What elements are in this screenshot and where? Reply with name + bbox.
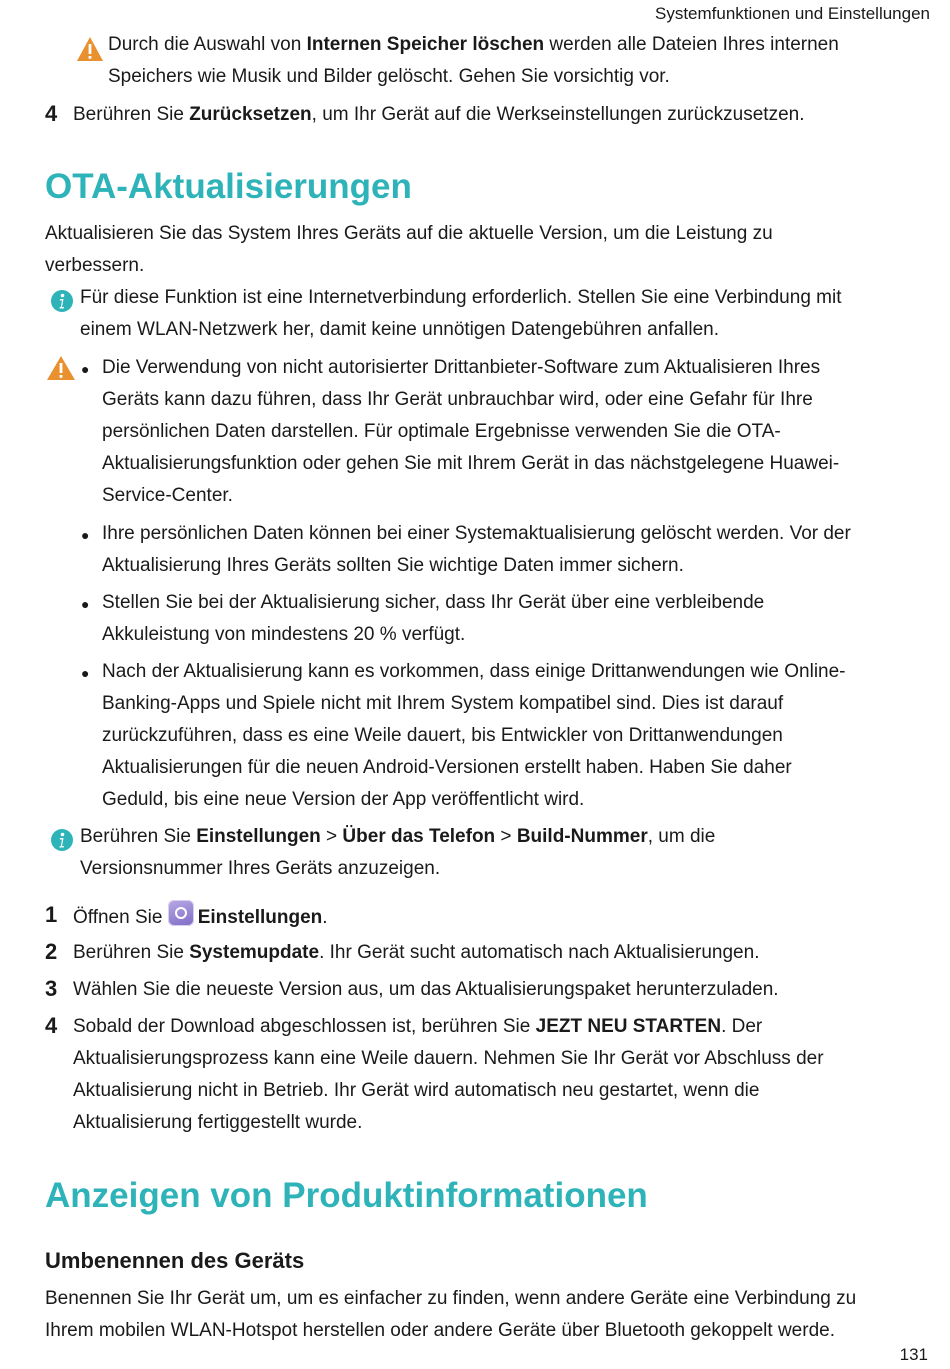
step-number: 4 (45, 101, 58, 126)
step-text (73, 900, 328, 935)
page-number: 131 (899, 1345, 928, 1364)
step-text (73, 1011, 762, 1044)
bullet-line: Stellen Sie bei der Aktualisierung sicher, dass Ihr Gerät über eine verbleibende (102, 592, 765, 613)
body-line: Ihrem mobilen WLAN-Hotspot herstellen oder andere Geräte über Bluetooth gekoppelt werde. (45, 1320, 835, 1341)
info-text-line (80, 821, 715, 854)
sub-heading: Umbenennen des Geräts (45, 1248, 305, 1273)
step-text-line: Aktualisierung nicht in Betrieb. Ihr Gerät wird automatisch neu gestartet, wenn die (73, 1080, 760, 1101)
bullet-line: persönlichen Daten darstellen. Für optimale Ergebnisse verwenden Sie die OTA- (102, 421, 781, 442)
step-bold: Systemupdate (189, 942, 320, 963)
intro-line: Aktualisieren Sie das System Ihres Geräts auf die aktuelle Version, um die Leistung zu (45, 223, 773, 244)
section-heading: Anzeigen von Produktinformationen (45, 1176, 648, 1215)
warning-text: Durch die Auswahl von (108, 34, 307, 55)
step-text: Wählen Sie die neueste Version aus, um das Aktualisierungspaket herunterzuladen. (73, 979, 779, 1000)
info-icon (50, 289, 74, 313)
bullet-line: Service-Center. (102, 485, 233, 506)
step-number: 4 (45, 1013, 58, 1038)
intro-line: verbessern. (45, 255, 145, 276)
warning-text: werden alle Dateien Ihres internen (544, 34, 839, 55)
bullet: ● (81, 361, 90, 377)
menu-separator: > (495, 826, 517, 847)
step-bold: Einstellungen (197, 907, 323, 928)
info-text: Berühren Sie (80, 826, 197, 847)
step-text-part: . Ihr Gerät sucht automatisch nach Aktualisierungen. (319, 942, 760, 963)
section-heading: OTA-Aktualisierungen (45, 167, 412, 206)
step-number: 2 (45, 939, 58, 964)
bullet: ● (81, 596, 90, 612)
body-line: Benennen Sie Ihr Gerät um, um es einfacher zu finden, wenn andere Geräte eine Verbindung zu (45, 1288, 857, 1309)
info-text-line: Für diese Funktion ist eine Internetverbindung erforderlich. Stellen Sie eine Verbindung mit (80, 287, 842, 308)
bullet-line: Akkuleistung von mindestens 20 % verfügt. (102, 624, 466, 645)
bullet-line: Geduld, bis eine neue Version der App veröffentlicht wird. (102, 789, 585, 810)
step-text (73, 99, 805, 132)
info-icon (50, 828, 74, 852)
bullet-line: Die Verwendung von nicht autorisierter Drittanbieter-Software zum Aktualisieren Ihres (102, 357, 821, 378)
warning-icon (76, 36, 104, 62)
step-text-line: Aktualisierung fertiggestellt wurde. (73, 1112, 363, 1133)
settings-app-icon (168, 900, 194, 926)
bullet: ● (81, 665, 90, 681)
step-text-line: Aktualisierungsprozess kann eine Weile dauern. Nehmen Sie Ihr Gerät vor Abschluss der (73, 1048, 824, 1069)
step-number: 3 (45, 976, 58, 1001)
bullet-line: zurückzuführen, dass es eine Weile dauert, bis Entwickler von Drittanwendungen (102, 725, 783, 746)
step-text-part: Öffnen Sie (73, 907, 168, 928)
step-text (73, 937, 759, 970)
step-text-part: Sobald der Download abgeschlossen ist, berühren Sie (73, 1016, 536, 1037)
bullet-line: Geräts kann dazu führen, dass Ihr Gerät unbrauchbar wird, oder eine Gefahr für Ihre (102, 389, 813, 410)
warning-text-line (108, 29, 839, 62)
bullet-line: Aktualisierungsfunktion oder gehen Sie mit Ihrem Gerät in das nächstgelegene Huawei- (102, 453, 840, 474)
step-number: 1 (45, 902, 58, 927)
bullet-line: Nach der Aktualisierung kann es vorkommen, dass einige Drittanwendungen wie Online- (102, 661, 846, 682)
step-bold: Zurücksetzen (189, 104, 312, 125)
bullet-line: Banking-Apps und Spiele nicht mit Ihrem System kompatibel sind. Dies ist darauf (102, 693, 784, 714)
info-text: , um die (647, 826, 716, 847)
menu-separator: > (320, 826, 343, 847)
step-bold: JEZT NEU STARTEN (535, 1016, 722, 1037)
step-text-part: . (322, 907, 328, 928)
info-text-line: einem WLAN-Netzwerk her, damit keine unnötigen Datengebühren anfallen. (80, 319, 719, 340)
step-text-part: Berühren Sie (73, 104, 190, 125)
bullet: ● (81, 527, 90, 543)
menu-path-about: Über das Telefon (342, 826, 496, 847)
running-header: Systemfunktionen und Einstellungen (654, 4, 930, 23)
bullet-line: Aktualisierung Ihres Geräts sollten Sie wichtige Daten immer sichern. (102, 555, 684, 576)
step-text-part: . Der (721, 1016, 763, 1037)
bullet-line: Ihre persönlichen Daten können bei einer Systemaktualisierung gelöscht werden. Vor der (102, 523, 851, 544)
warning-text-line: Speichers wie Musik und Bilder gelöscht. Gehen Sie vorsichtig vor. (108, 66, 670, 87)
warning-bold: Internen Speicher löschen (306, 34, 545, 55)
info-text-line: Versionsnummer Ihres Geräts anzuzeigen. (80, 858, 441, 879)
step-text-part: Berühren Sie (73, 942, 190, 963)
step-text-part: , um Ihr Gerät auf die Werkseinstellungen zurückzusetzen. (311, 104, 805, 125)
bullet-line: Aktualisierungen für die neuen Android-Versionen erstellt haben. Haben Sie daher (102, 757, 792, 778)
menu-path-build: Build-Nummer (516, 826, 648, 847)
menu-path-settings: Einstellungen (196, 826, 321, 847)
warning-icon (46, 355, 76, 381)
